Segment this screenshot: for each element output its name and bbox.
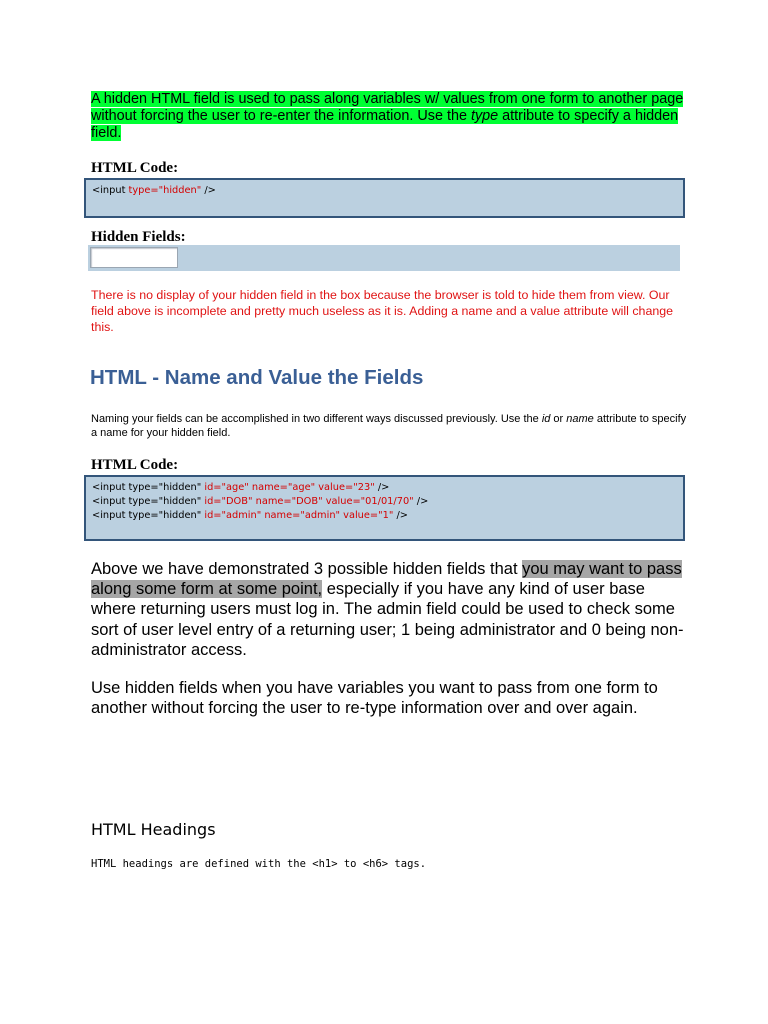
hidden-fields-preview (88, 245, 680, 271)
code-line: <input type="hidden" id="age" name="age" value="23" /> (92, 482, 390, 493)
code-line: <input type="hidden" id="DOB" name="DOB" value="01/01/70" /> (92, 496, 429, 507)
html-code-label-2: HTML Code: (91, 457, 179, 473)
code-line: <input type="hidden" id="admin" name="admin" value="1" /> (92, 510, 408, 521)
highlighted-text: you may want to pass along some form at some point, (91, 560, 682, 599)
hidden-fields-explanation: Above we have demonstrated 3 possible hidden fields that you may want to pass along some form at some point, especially if you have any kind of user base where returning users must log in. The admin field could be used to check some sort of user level entry of a returning user; 1 being administrator and 0 being non-administrator access. (91, 560, 684, 659)
hidden-field-note: There is no display of your hidden field in the box because the browser is told to hide them from view. Our field above is incomplete and pretty much useless as it is. Adding a name and a value attribute will change this. (91, 288, 674, 334)
intro-paragraph (91, 91, 691, 142)
headings-title: HTML Headings (91, 820, 216, 839)
intro-emphasis: type (470, 108, 499, 124)
html-code-label-1: HTML Code: (91, 160, 179, 176)
code-box-2 (84, 475, 685, 541)
headings-description: HTML headings are defined with the <h1> to <h6> tags. (91, 858, 427, 870)
intro-highlight: A hidden HTML field is used to pass along variables w/ values from one form to another page without forcing the user to re-enter the information. Use the type attribute to specify a hidden field. (91, 91, 684, 141)
hidden-field-input[interactable] (90, 247, 178, 268)
naming-paragraph: Naming your fields can be accomplished in two different ways discussed previously. Use the id or name attribute to specify a name for your hidden field. (91, 413, 687, 439)
section-title: HTML - Name and Value the Fields (90, 366, 424, 389)
hidden-fields-usage: Use hidden fields when you have variables you want to pass from one form to another without forcing the user to re-type information over and over again. (91, 679, 658, 718)
code-box-1: <input type="hidden" /> (84, 178, 685, 218)
hidden-fields-label: Hidden Fields: (91, 229, 186, 245)
